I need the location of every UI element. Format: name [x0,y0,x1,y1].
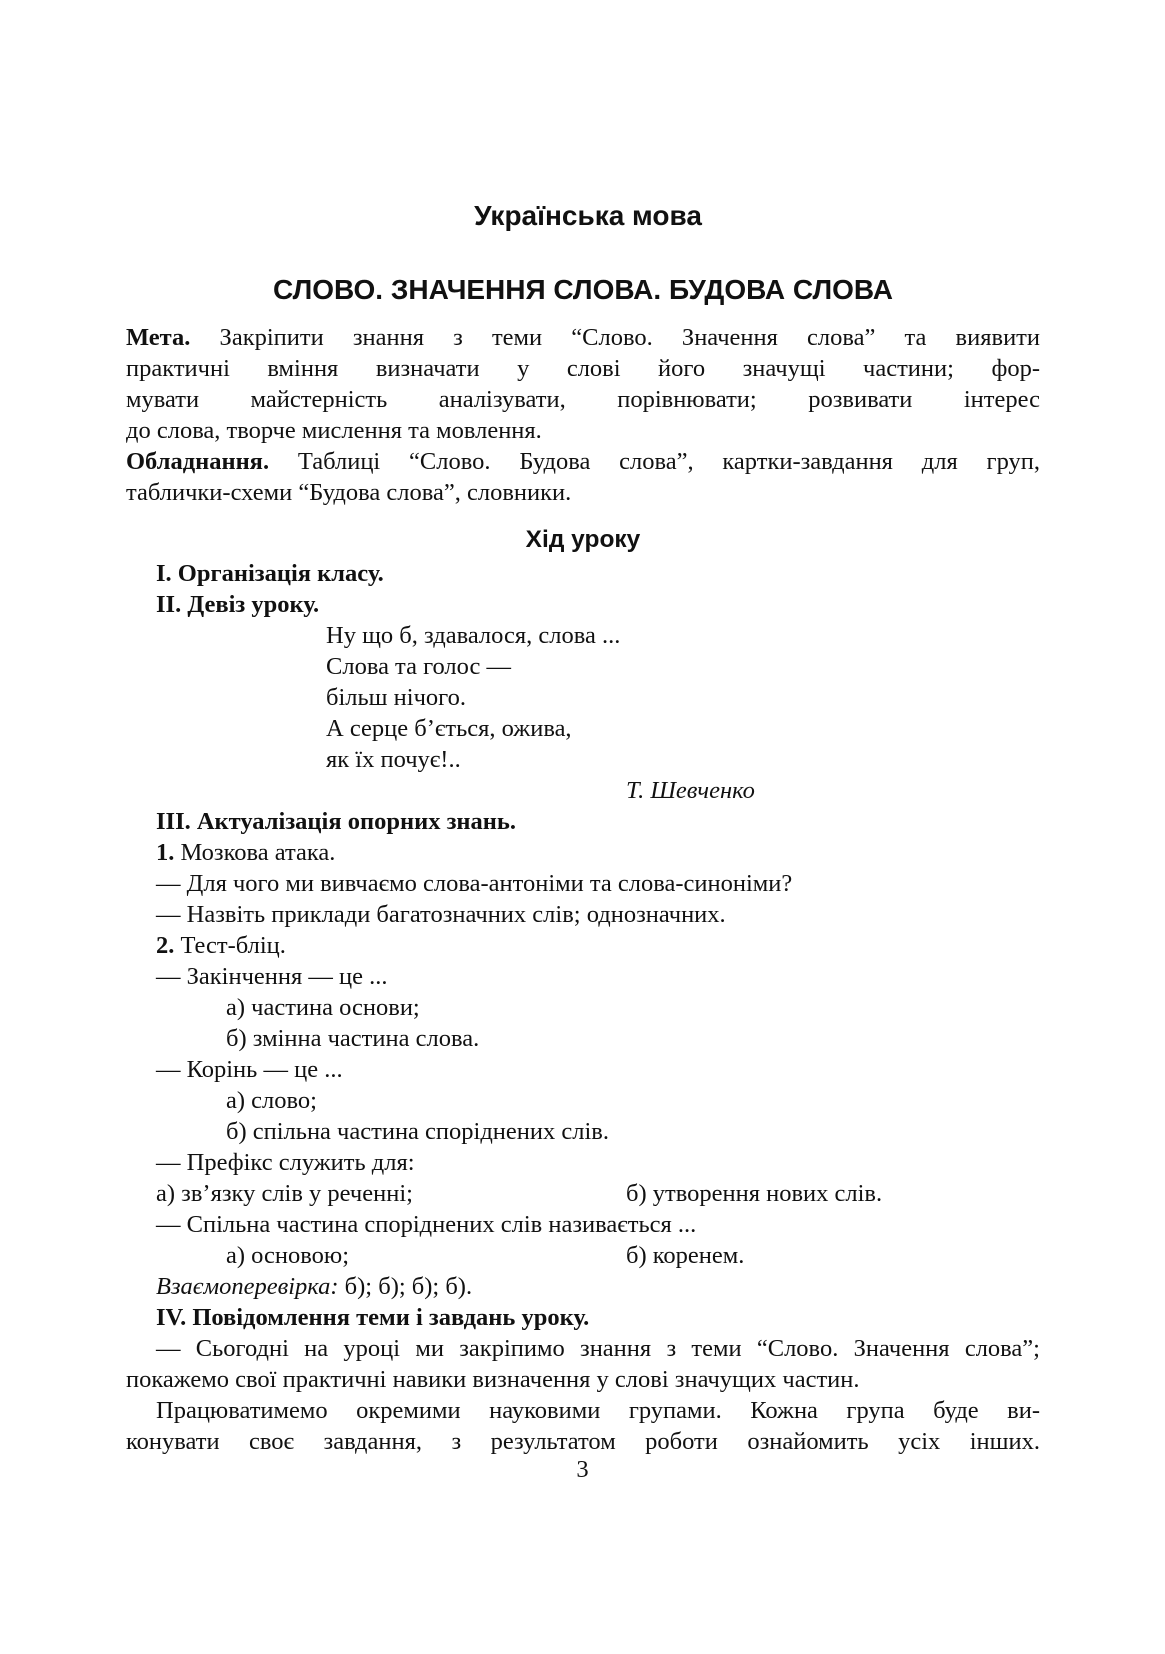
section-3-text: III. Актуалізація опорних знань. [156,808,516,835]
goal-line-3: мувати майстерність аналізувати, порівнювати; розвивати інтерес [126,386,1040,413]
test-question-4: — Спільна частина споріднених слів називається ... [156,1211,697,1238]
test-answer-1a: а) частина основи; [226,994,420,1021]
paragraph-2 [126,1395,1040,1457]
test-text: Тест-бліц. [180,932,286,959]
paragraph-2-line-1: Працюватимемо окремими науковими групами. Кожна група буде ви- [156,1397,1040,1424]
test-answer-1b: б) змінна частина слова. [226,1025,480,1052]
section-3-heading [126,806,1040,837]
test-question-3: — Префікс служить для: [156,1149,415,1176]
subject-heading: Українська мова [474,200,702,231]
poem-line-5: як їх почує!.. [326,746,461,773]
page-number: 3 [576,1456,589,1483]
test-answer-2a: а) слово; [226,1087,317,1114]
brainstorm-question-1: — Для чого ми вивчаємо слова-антоніми та слова-синоніми? [156,870,793,897]
section-2-heading [126,589,1040,620]
goal-line-1 [126,322,1040,353]
goal-line-2: практичні вміння визначати у слові його значущі частини; фор- [126,355,1040,382]
test-question-1: — Закінчення — це ... [156,963,388,990]
goal-label: Мета. [126,324,191,351]
equipment-paragraph [126,446,1040,508]
test-answer-4b: б) коренем. [626,1242,745,1269]
peer-check-answers: б); б); б); б). [338,1273,473,1300]
section-4-text: IV. Повідомлення теми і завдань уроку. [156,1304,590,1331]
section-2-text: II. Девіз уроку. [156,591,320,618]
section-4-heading [126,1302,1040,1333]
brainstorm-text: Мозкова атака. [180,839,336,866]
test-number: 2. [156,932,175,959]
topic-heading: СЛОВО. ЗНАЧЕННЯ СЛОВА. БУДОВА СЛОВА [273,274,893,305]
equipment-line-1 [126,446,1040,477]
test-answer-4a: а) основою; [226,1242,350,1269]
peer-check [126,1271,1040,1302]
paragraph-1 [126,1333,1040,1395]
lesson-heading: Хід уроку [525,526,641,553]
section-1-heading [126,558,1040,589]
goal-paragraph [126,322,1040,446]
brainstorm-question-2: — Назвіть приклади багатозначних слів; однозначних. [156,901,726,928]
paragraph-1-line-1: — Сьогодні на уроці ми закріпимо знання з теми “Слово. Значення слова”; [156,1335,1040,1362]
poem-line-3: більш нічого. [326,684,466,711]
test-question-2: — Корінь — це ... [156,1056,343,1083]
equipment-text-1: Таблиці “Слово. Будова слова”, картки-завдання для груп, [297,448,1040,475]
section-1-text: I. Організація класу. [156,560,384,587]
poem-line-1: Ну що б, здавалося, слова ... [326,622,621,649]
poem-line-4: А серце б’ється, ожива, [326,715,572,742]
test-answers-4 [126,1240,1040,1271]
paragraph-1-line-2: покажемо свої практичні навики визначення у слові значущих частин. [126,1366,860,1393]
test-item [126,930,1040,961]
brainstorm-item [126,837,1040,868]
test-answer-3a: а) зв’язку слів у реченні; [156,1180,413,1207]
test-answer-3b: б) утворення нових слів. [626,1180,883,1207]
test-answers-3 [126,1178,1040,1209]
paragraph-2-line-2: конувати своє завдання, з результатом роботи ознайомить усіх інших. [126,1428,1040,1455]
poem-line-2: Слова та голос — [326,653,512,680]
equipment-label: Обладнання. [126,448,270,475]
test-answer-2b: б) спільна частина споріднених слів. [226,1118,609,1145]
page-content [126,200,1040,1457]
brainstorm-number: 1. [156,839,175,866]
goal-line-4: до слова, творче мислення та мовлення. [126,417,542,444]
goal-text-1: Закріпити знання з теми “Слово. Значення слова” та виявити [219,324,1040,351]
peer-check-label: Взаємоперевірка: [156,1273,339,1300]
equipment-line-2: таблички-схеми “Будова слова”, словники. [126,479,572,506]
poem-author: Т. Шевченко [626,777,755,804]
